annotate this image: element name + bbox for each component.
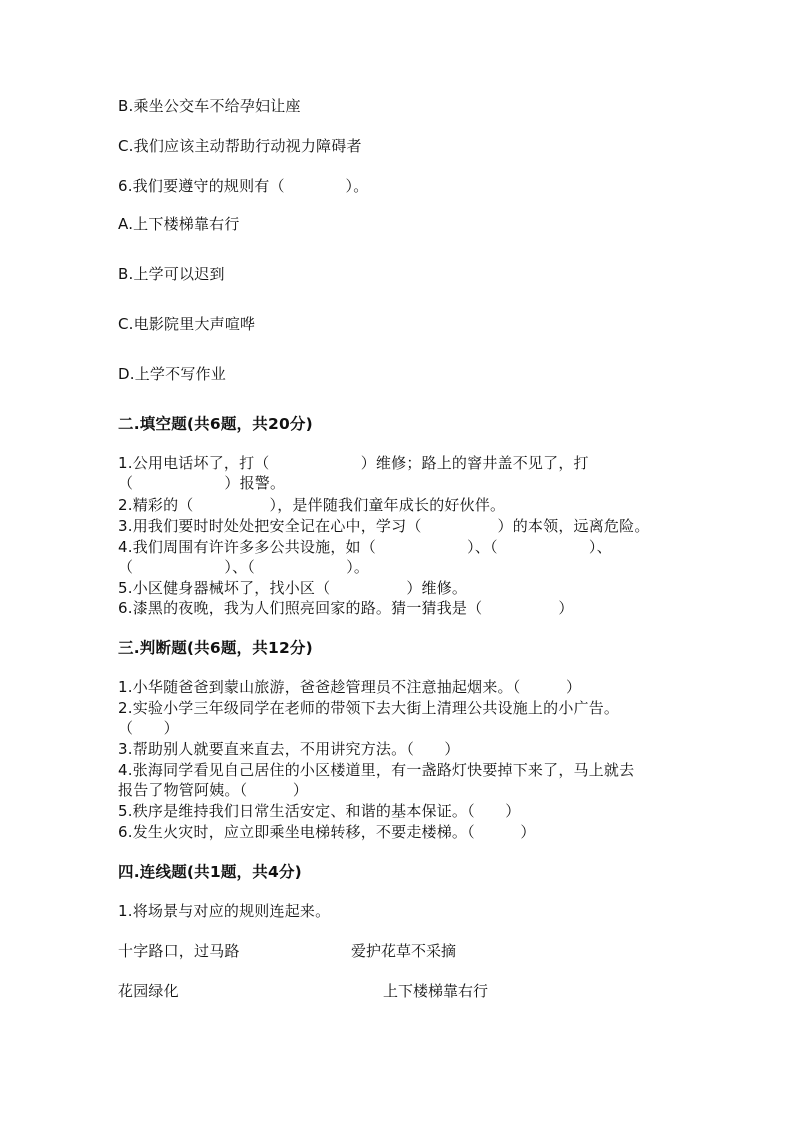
q5-option-b: B.乘坐公交车不给孕妇让座	[118, 97, 301, 115]
judge-line: 4.张海同学看见自己居住的小区楼道里，有一盏路灯快要掉下来了，马上就去	[118, 761, 635, 779]
section3-heading: 三.判断题(共6题，共12分)	[118, 639, 313, 657]
section4-heading: 四.连线题(共1题，共4分)	[118, 863, 302, 881]
fill-line: 5.小区健身器械坏了，找小区（ ）维修。	[118, 579, 468, 597]
q6-option-a: A.上下楼梯靠右行	[118, 215, 240, 233]
q6-option-c: C.电影院里大声喧哗	[118, 315, 256, 333]
fill-line: （ ）报警。	[118, 474, 286, 492]
matching-instruction: 1.将场景与对应的规则连起来。	[118, 902, 331, 920]
q6-option-b: B.上学可以迟到	[118, 265, 225, 283]
judge-line: 3.帮助别人就要直来直去，不用讲究方法。（ ）	[118, 740, 460, 758]
judge-line: 2.实验小学三年级同学在老师的带领下去大街上清理公共设施上的小广告。	[118, 699, 620, 717]
judge-line: 5.秩序是维持我们日常生活安定、和谐的基本保证。（ ）	[118, 802, 521, 820]
matching-right-item: 爱护花草不采摘	[351, 942, 457, 960]
judge-line: 报告了物管阿姨。（ ）	[118, 781, 309, 799]
q6-option-d: D.上学不写作业	[118, 365, 226, 383]
matching-right-item: 上下楼梯靠右行	[383, 982, 489, 1000]
judge-line: 6.发生火灾时，应立即乘坐电梯转移，不要走楼梯。（ ）	[118, 823, 536, 841]
q6-stem: 6.我们要遵守的规则有（ ）。	[118, 177, 369, 195]
matching-left-item: 十字路口，过马路	[118, 942, 240, 960]
judge-line: 1.小华随爸爸到蒙山旅游，爸爸趁管理员不注意抽起烟来。（ ）	[118, 678, 582, 696]
section2-heading: 二.填空题(共6题，共20分)	[118, 415, 313, 433]
fill-line: （ ）、（ ）。	[118, 558, 370, 576]
fill-line: 2.精彩的（ ），是伴随我们童年成长的好伙伴。	[118, 496, 506, 514]
judge-line: （ ）	[118, 719, 179, 737]
fill-line: 6.漆黑的夜晚，我为人们照亮回家的路。猜一猜我是（ ）	[118, 599, 574, 617]
fill-line: 3.用我们要时时处处把安全记在心中，学习（ ）的本领，远离危险。	[118, 517, 650, 535]
fill-line: 4.我们周围有许许多多公共设施，如（ ）、（ ）、	[118, 538, 612, 556]
fill-line: 1.公用电话坏了，打（ ）维修；路上的窨井盖不见了，打	[118, 454, 589, 472]
matching-left-item: 花园绿化	[118, 982, 179, 1000]
q5-option-c: C.我们应该主动帮助行动视力障碍者	[118, 137, 362, 155]
